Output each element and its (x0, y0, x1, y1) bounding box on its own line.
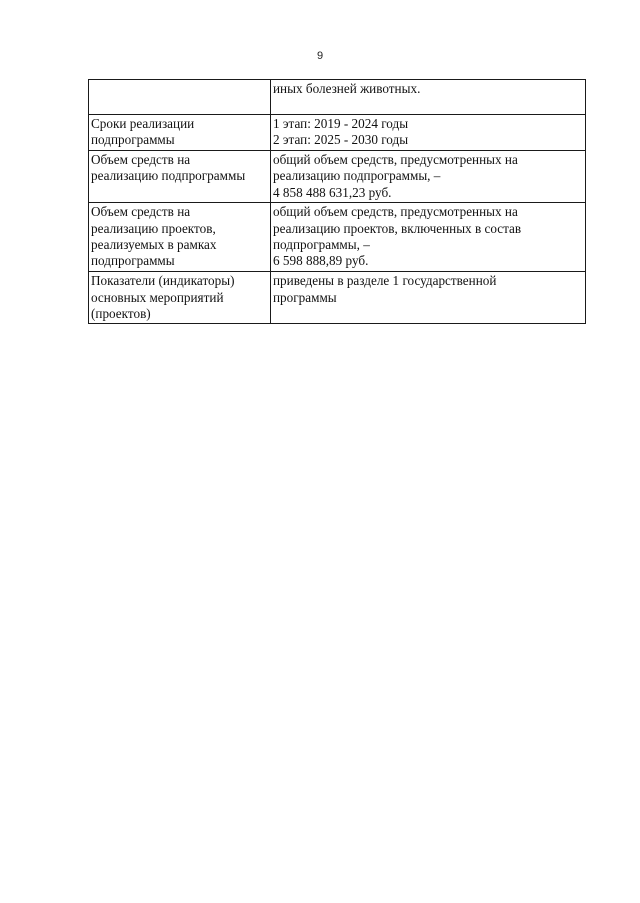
table-row (89, 272, 586, 324)
label-text: Сроки реализации (91, 116, 195, 131)
row-label-cell (89, 80, 271, 115)
value-text: программы (273, 289, 337, 305)
value-text: 4 858 488 631,23 руб. (273, 184, 392, 200)
label-text: основных мероприятий (91, 289, 224, 305)
value-text: реализацию проектов, включенных в состав (273, 220, 522, 236)
label-text: реализацию подпрограммы (91, 168, 246, 184)
label-text: подпрограммы (91, 253, 175, 269)
value-text: реализацию подпрограммы, – (273, 168, 441, 184)
row-value-cell (271, 80, 586, 115)
label-text: Объем средств на (91, 204, 191, 220)
label-text: Показатели (индикаторы) (91, 273, 235, 289)
label-text: подпрограммы (91, 132, 175, 148)
row-value-cell (271, 151, 586, 203)
value-text: 2 этап: 2025 - 2030 годы (273, 132, 409, 148)
row-value-cell (271, 203, 586, 272)
row-label-cell (89, 115, 271, 151)
value-text: общий объем средств, предусмотренных на (273, 152, 518, 167)
label-text: (проектов) (91, 306, 151, 322)
table-row (89, 80, 586, 115)
value-text: подпрограммы, – (273, 237, 370, 253)
row-value-cell (271, 272, 586, 324)
row-label-cell (89, 272, 271, 324)
row-label-cell (89, 151, 271, 203)
value-text: 1 этап: 2019 - 2024 годы (273, 116, 409, 131)
value-text: иных болезней животных. (273, 81, 421, 96)
value-text: приведены в разделе 1 государственной (273, 273, 497, 289)
table-row (89, 151, 586, 203)
row-value-cell (271, 115, 586, 151)
value-text: общий объем средств, предусмотренных на (273, 204, 518, 220)
value-text: 6 598 888,89 руб. (273, 253, 369, 269)
label-text: реализацию проектов, (91, 220, 216, 236)
row-label-cell (89, 203, 271, 272)
label-text: Объем средств на (91, 152, 191, 167)
label-text: реализуемых в рамках (91, 237, 217, 253)
subprogram-passport-table (88, 79, 586, 324)
table-row (89, 115, 586, 151)
page-number: 9 (316, 50, 324, 62)
table-row (89, 203, 586, 272)
